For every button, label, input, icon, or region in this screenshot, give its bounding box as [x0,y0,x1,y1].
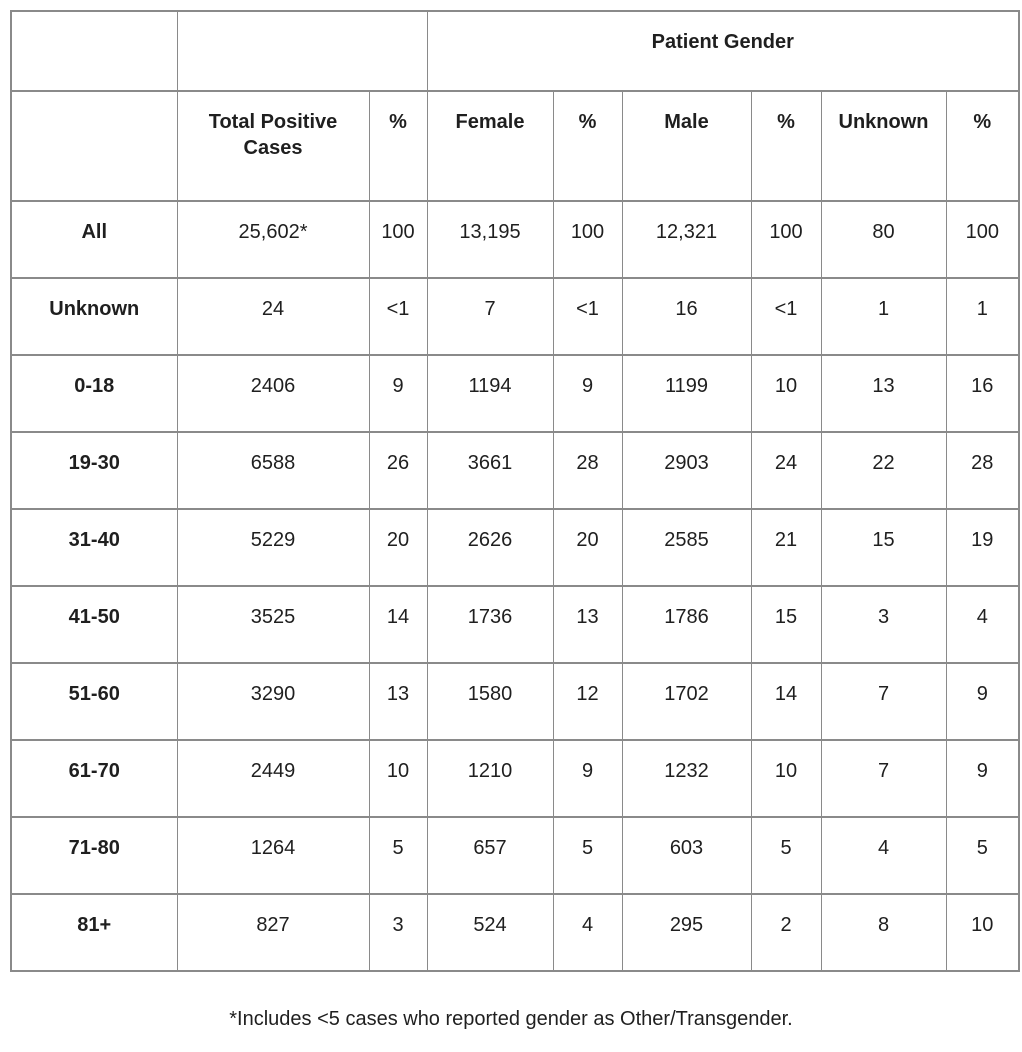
cell-pct-female: 5 [553,817,622,894]
total-positive-spanner-empty-cell [177,11,427,91]
cell-pct-female: 12 [553,663,622,740]
col-header-male: Male [622,91,751,201]
cell-pct-total: 9 [369,355,427,432]
cell-total: 25,602* [177,201,369,278]
cell-pct-total: 10 [369,740,427,817]
table-row-all [11,201,1019,278]
row-label: 81+ [11,894,177,971]
cell-total: 1264 [177,817,369,894]
row-label: 0-18 [11,355,177,432]
cell-pct-total: 14 [369,586,427,663]
cell-pct-total: 100 [369,201,427,278]
cell-female: 1194 [427,355,553,432]
cell-unknown: 3 [821,586,946,663]
cell-pct-female: 28 [553,432,622,509]
cell-total: 6588 [177,432,369,509]
cell-pct-unknown: 4 [946,586,1019,663]
cell-pct-male: 5 [751,817,821,894]
cell-male: 1199 [622,355,751,432]
table-row-71-80 [11,817,1019,894]
cell-pct-female: 20 [553,509,622,586]
cell-pct-unknown: 28 [946,432,1019,509]
cell-pct-unknown: 16 [946,355,1019,432]
cell-pct-total: 20 [369,509,427,586]
cell-pct-male: 10 [751,740,821,817]
table-row-19-30 [11,432,1019,509]
row-label: 71-80 [11,817,177,894]
cell-pct-unknown: 9 [946,663,1019,740]
cell-male: 295 [622,894,751,971]
cell-pct-female: 9 [553,740,622,817]
col-header-unknown: Unknown [821,91,946,201]
cell-unknown: 1 [821,278,946,355]
patient-gender-spanner-header: Patient Gender [427,11,1019,91]
cell-male: 1702 [622,663,751,740]
cell-total: 3290 [177,663,369,740]
cell-pct-female: 9 [553,355,622,432]
cell-male: 2585 [622,509,751,586]
cell-male: 16 [622,278,751,355]
cell-unknown: 80 [821,201,946,278]
cell-pct-male: 14 [751,663,821,740]
cell-pct-unknown: 10 [946,894,1019,971]
cell-pct-total: 3 [369,894,427,971]
cell-pct-unknown: 100 [946,201,1019,278]
cell-pct-total: <1 [369,278,427,355]
row-label: 61-70 [11,740,177,817]
cell-pct-male: 2 [751,894,821,971]
cell-total: 2449 [177,740,369,817]
table-row-81plus [11,894,1019,971]
cell-male: 1786 [622,586,751,663]
cell-pct-female: 100 [553,201,622,278]
cell-male: 12,321 [622,201,751,278]
cell-pct-male: 100 [751,201,821,278]
table-footnote: *Includes <5 cases who reported gender as Other/Transgender. [229,1008,793,1030]
col-header-pct-female: % [553,91,622,201]
table-row-0-18 [11,355,1019,432]
cell-pct-male: 24 [751,432,821,509]
cell-female: 2626 [427,509,553,586]
cell-male: 2903 [622,432,751,509]
cell-unknown: 7 [821,740,946,817]
cell-male: 603 [622,817,751,894]
cell-pct-female: 4 [553,894,622,971]
row-label: Unknown [11,278,177,355]
col-header-female: Female [427,91,553,201]
table-row [11,91,1019,201]
table-row-61-70 [11,740,1019,817]
cell-pct-total: 13 [369,663,427,740]
cell-pct-unknown: 5 [946,817,1019,894]
cell-female: 1580 [427,663,553,740]
cell-unknown: 8 [821,894,946,971]
table-row-31-40 [11,509,1019,586]
col-header-pct-total: % [369,91,427,201]
cell-pct-male: 10 [751,355,821,432]
table-row-51-60 [11,663,1019,740]
row-label: 31-40 [11,509,177,586]
cell-female: 7 [427,278,553,355]
cell-unknown: 22 [821,432,946,509]
table-row-41-50 [11,586,1019,663]
cell-total: 2406 [177,355,369,432]
cell-female: 1210 [427,740,553,817]
corner-empty-cell [11,11,177,91]
cell-pct-female: 13 [553,586,622,663]
row-label: 51-60 [11,663,177,740]
cell-pct-total: 26 [369,432,427,509]
cell-unknown: 7 [821,663,946,740]
cell-pct-male: <1 [751,278,821,355]
cell-pct-unknown: 1 [946,278,1019,355]
cell-unknown: 13 [821,355,946,432]
table-row [11,11,1019,91]
cell-total: 24 [177,278,369,355]
cell-pct-male: 21 [751,509,821,586]
row-label: All [11,201,177,278]
col-header-pct-unknown: % [946,91,1019,201]
cell-female: 524 [427,894,553,971]
cell-female: 3661 [427,432,553,509]
patient-gender-table [10,10,1020,972]
cell-unknown: 4 [821,817,946,894]
cell-male: 1232 [622,740,751,817]
cell-female: 1736 [427,586,553,663]
cell-pct-female: <1 [553,278,622,355]
row-label: 19-30 [11,432,177,509]
row-label-header-empty [11,91,177,201]
cell-total: 827 [177,894,369,971]
col-header-total-positive-cases: Total Positive Cases [177,91,369,201]
cell-female: 657 [427,817,553,894]
row-label: 41-50 [11,586,177,663]
cell-pct-unknown: 9 [946,740,1019,817]
cell-total: 5229 [177,509,369,586]
cell-pct-unknown: 19 [946,509,1019,586]
cell-pct-male: 15 [751,586,821,663]
table-row-unknown [11,278,1019,355]
cell-unknown: 15 [821,509,946,586]
cell-pct-total: 5 [369,817,427,894]
col-header-pct-male: % [751,91,821,201]
cell-female: 13,195 [427,201,553,278]
cell-total: 3525 [177,586,369,663]
